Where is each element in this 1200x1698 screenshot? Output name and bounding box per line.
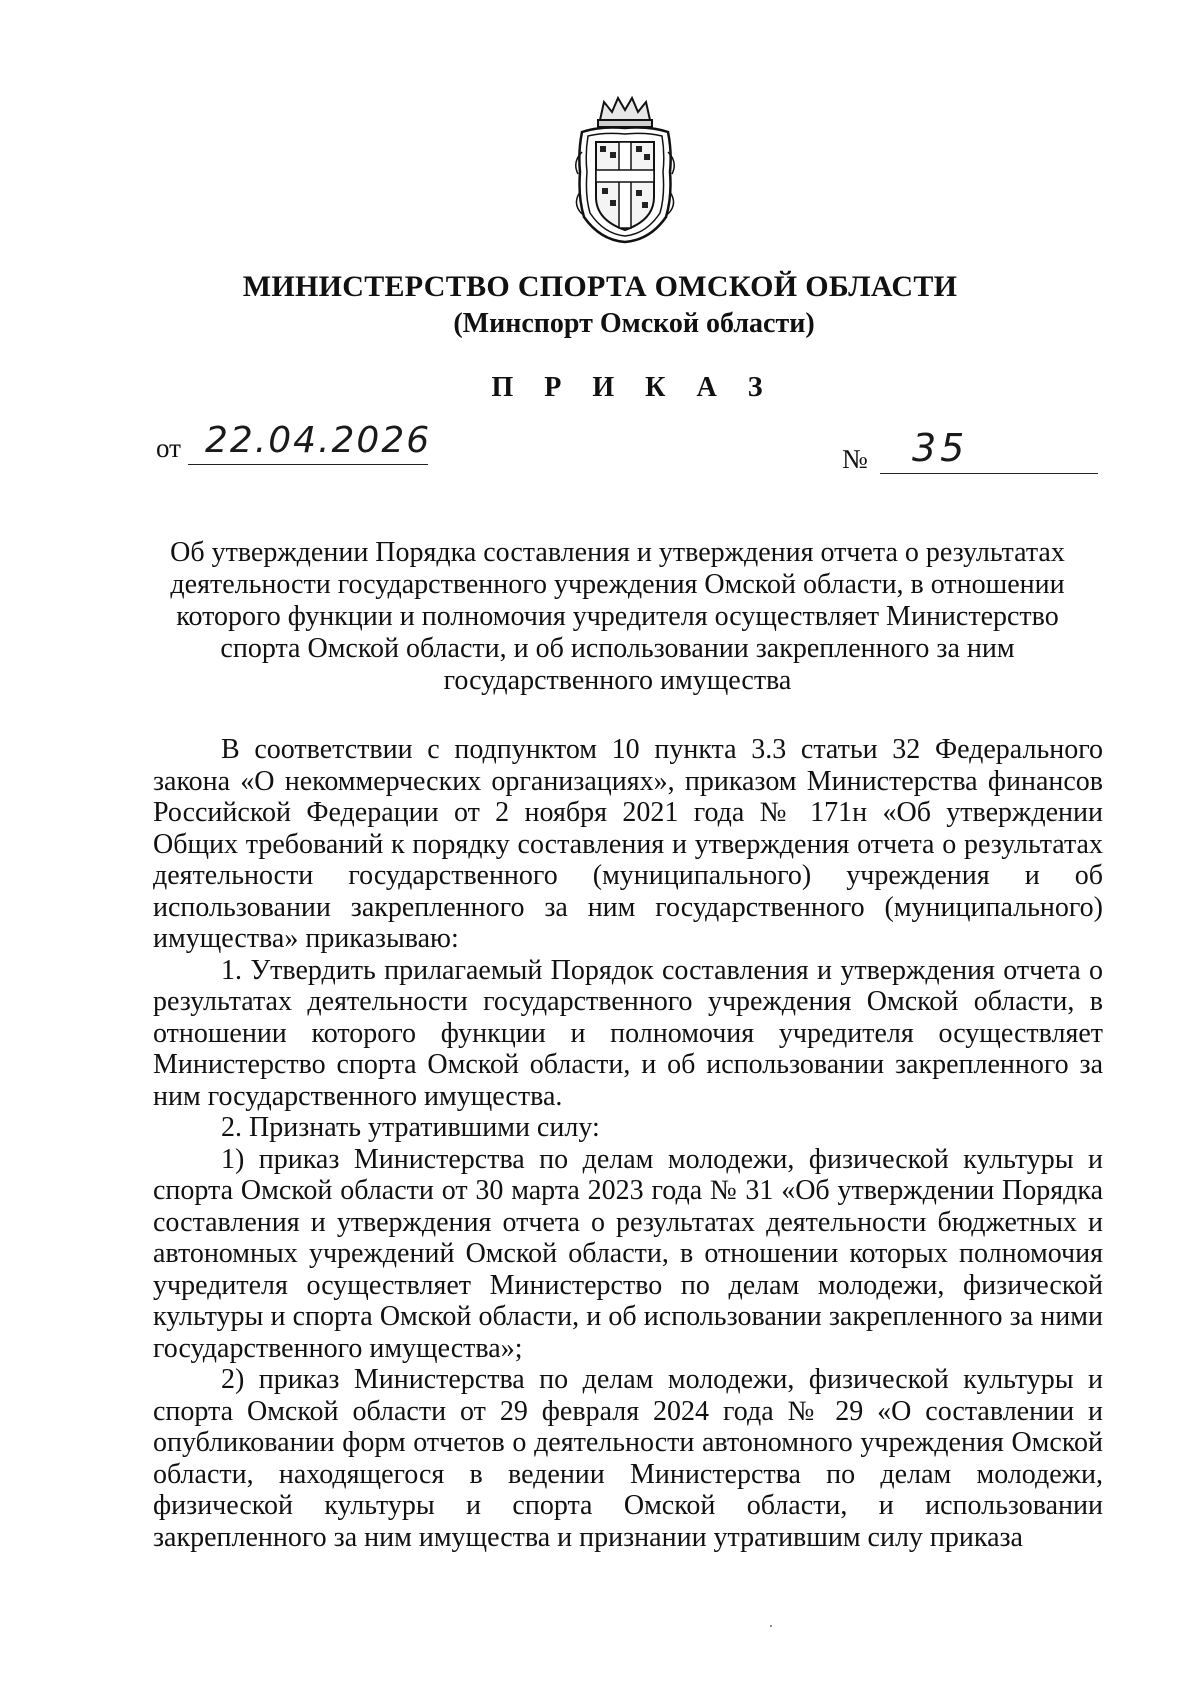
organization-short-name: (Минспорт Омской области) [453,308,815,339]
organization-name: МИНИСТЕРСТВО СПОРТА ОМСКОЙ ОБЛАСТИ [242,270,958,303]
coat-of-arms-emblem [570,92,680,247]
body-paragraph-item-2: 2. Признать утратившими силу: [221,1112,600,1143]
document-body [153,734,1103,1553]
number-prefix: № [842,444,868,474]
handwritten-date: 22.04.2026 [205,420,432,461]
number-underline [880,473,1098,474]
body-paragraph-item-1: 1. Утвердить прилагаемый Порядок составления и утверждения отчета о результатах деятельности государственного учреждения Омской области, в отношении которого функции и полномочия учредителя осуществляет Министерство спорта Омской области, и об использовании закрепленного за ним государственного имущества. [153,954,1103,1112]
document-type: П Р И К А З [491,372,775,403]
date-underline [188,464,428,465]
scan-speck [770,1625,772,1627]
date-prefix: от [156,433,181,463]
body-paragraph-subitem-1: 1) приказ Министерства по делам молодежи, физической культуры и спорта Омской области от 30 марта 2023 года № 31 «Об утверждении Порядка составления и утверждения отчета о результатах деятельности бюджетных и автономных учреждений Омской области, в отношении которых полномочия учредителя осуществляет Министерство по делам молодежи, физической культуры и спорта Омской области, и об использовании закрепленного за ними государственного имущества»; [153,1143,1103,1364]
document-title: Об утверждении Порядка составления и утверждения отчета о результатах деятельности государственного учреждения Омской области, в отношении которого функции и полномочия учредителя осуществляет Министерство спорта Омской области, и об использовании закрепленного за ним государственного имущества [170,537,1065,696]
handwritten-number: 35 [912,426,969,470]
body-paragraph-subitem-2: 2) приказ Министерства по делам молодежи, физической культуры и спорта Омской области от 29 февраля 2024 года № 29 «О составлении и опубликовании форм отчетов о деятельности автономного учреждения Омской области, находящегося в ведении Министерства по делам молодежи, физической культуры и спорта Омской области, и использовании закрепленного за ним имущества и признании утратившим силу приказа [153,1364,1103,1553]
body-paragraph-preamble: В соответствии с подпунктом 10 пункта 3.3 статьи 32 Федерального закона «О некоммерческих организациях», приказом Министерства финансов Российской Федерации от 2 ноября 2021 года № 171н «Об утверждении Общих требований к порядку составления и утверждения отчета о результатах деятельности государственного (муниципального) учреждения и об использовании закрепленного за ним государственного (муниципального) имущества» приказываю: [153,734,1103,954]
